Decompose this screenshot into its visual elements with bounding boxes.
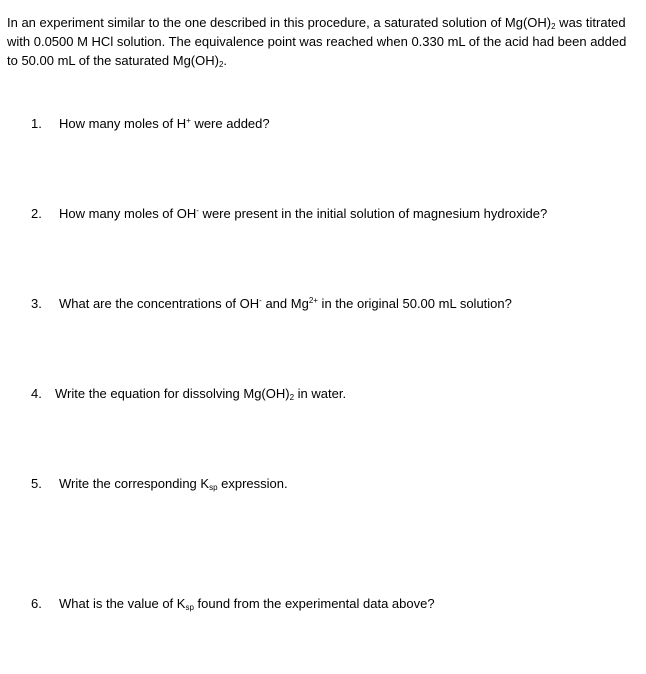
question-4-subscript: 2 [289, 393, 295, 402]
question-2-superscript: - [196, 206, 199, 215]
question-3-number: 3. [31, 296, 42, 311]
question-5-text-b: expression. [217, 476, 288, 491]
intro-subscript-1: 2 [551, 22, 556, 31]
question-3 [31, 295, 512, 313]
question-4 [31, 385, 346, 403]
intro-text-1: In an experiment similar to the one described in this procedure, a saturated solution of Mg(OH) [7, 15, 552, 30]
intro-text-3: . [223, 53, 228, 68]
question-6-subscript: sp [185, 603, 194, 612]
question-5 [31, 475, 288, 493]
question-2-text-b: were present in the initial solution of magnesium hydroxide? [198, 206, 548, 221]
intro-subscript-2: 2 [218, 60, 224, 69]
question-5-text-a: Write the corresponding K [59, 476, 210, 491]
question-4-number: 4. [31, 386, 42, 401]
question-3-text-a: What are the concentrations of OH [59, 296, 260, 311]
question-5-subscript: sp [209, 483, 218, 492]
question-6-text-b: found from the experimental data above? [193, 596, 435, 611]
question-3-text-c: in the original 50.00 mL solution? [317, 296, 512, 311]
question-2-text-a: How many moles of OH [59, 206, 197, 221]
question-1-text-b: were added? [190, 116, 270, 131]
question-1-text-a: How many moles of H [59, 116, 187, 131]
question-4-text-b: in water. [294, 386, 347, 401]
question-3-text-b: and Mg [261, 296, 309, 311]
question-1 [31, 115, 270, 133]
question-1-superscript: + [186, 116, 191, 125]
question-2-number: 2. [31, 206, 42, 221]
question-6 [31, 595, 435, 613]
question-3-superscript-2: 2+ [308, 296, 318, 305]
question-6-number: 6. [31, 596, 42, 611]
question-4-text-a: Write the equation for dissolving Mg(OH) [55, 386, 290, 401]
question-5-number: 5. [31, 476, 42, 491]
question-1-number: 1. [31, 116, 42, 131]
intro-text-2: was titrated with 0.0500 M HCl solution. The equivalence point was reached when 0.330 mL of the acid had been added to 50.00 mL of the saturated Mg(OH) [7, 15, 627, 68]
question-6-text-a: What is the value of K [59, 596, 186, 611]
question-2 [31, 205, 547, 223]
question-3-superscript-1: - [259, 296, 262, 305]
intro-paragraph [7, 13, 639, 70]
